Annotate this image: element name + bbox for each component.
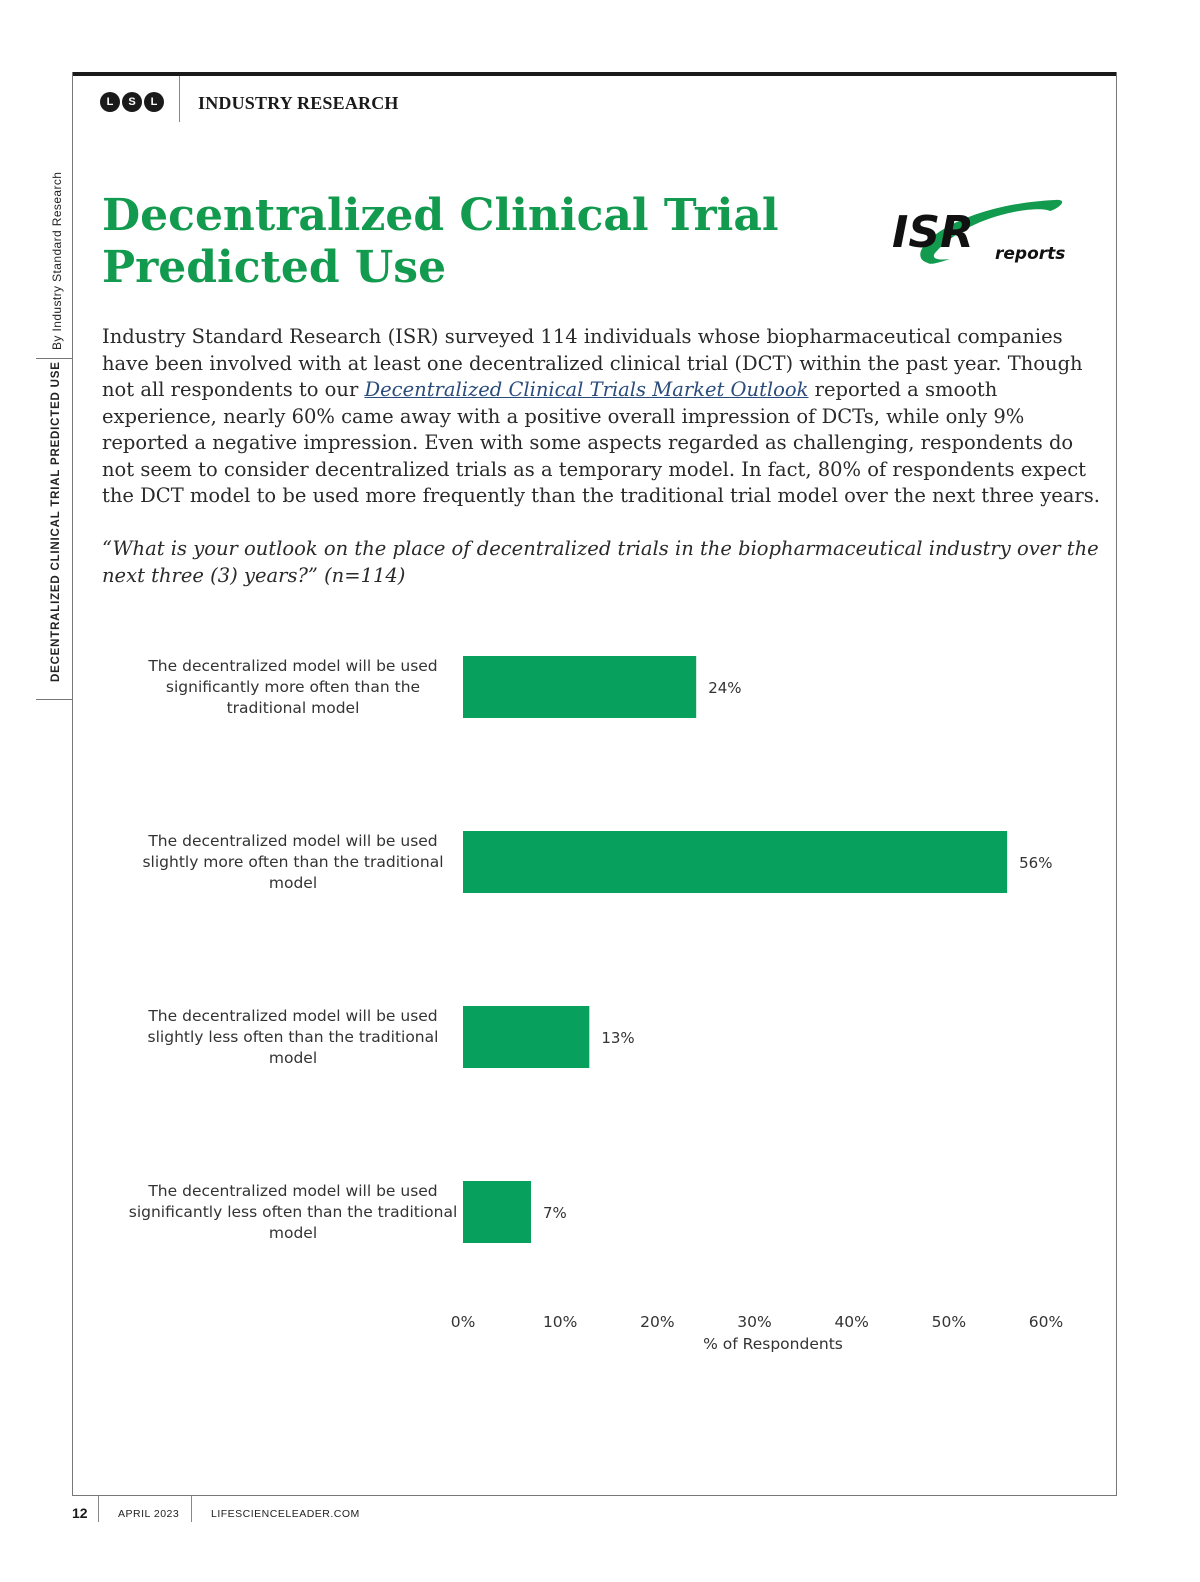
site-url[interactable]: LIFESCIENCELEADER.COM: [211, 1508, 360, 1520]
category-label: [147, 1007, 438, 1067]
bar-value-label: 56%: [1019, 854, 1053, 872]
chart-bar: [463, 656, 696, 718]
category-label-line: slightly more often than the traditional: [142, 853, 444, 871]
x-tick-label: 50%: [931, 1313, 967, 1331]
bar-value-label: 24%: [708, 679, 742, 697]
footer-divider: [191, 1496, 192, 1522]
x-tick-label: 0%: [450, 1313, 476, 1331]
logo-sub-text: reports: [995, 244, 1066, 264]
page-number: 12: [72, 1505, 88, 1521]
brand-letter: S: [122, 92, 142, 112]
category-label-line: slightly less often than the traditional: [147, 1028, 439, 1046]
chart-bar: [463, 1181, 531, 1243]
body-text: reported a smooth experience, nearly 60% came away with a positive overall impression of DCTs, while only 9% reported a negative impression. Even with some aspects regarded as challenging, respondents do not seem to consider decentralized trials as a temporary model. In fact, 80% of respondents expect the DCT model to be used more frequently than the traditional trial model over the next three years.: [102, 378, 1100, 507]
x-tick-label: 30%: [737, 1313, 772, 1331]
footer-divider: [98, 1496, 99, 1522]
x-tick-label: 40%: [834, 1313, 869, 1331]
logo-main-text: ISR: [892, 207, 974, 258]
category-label-line: significantly less often than the traditional: [128, 1203, 458, 1221]
x-tick-label: 20%: [640, 1313, 675, 1331]
category-label-line: traditional model: [226, 699, 360, 717]
title-line: Predicted Use: [102, 242, 447, 293]
sidebar-topic: DECENTRALIZED CLINICAL TRIAL PREDICTED USE: [50, 361, 62, 682]
category-label: [147, 657, 437, 717]
brand-letter: L: [100, 92, 120, 112]
category-label-line: model: [268, 1049, 318, 1067]
section-label: INDUSTRY RESEARCH: [198, 93, 399, 113]
category-label-line: model: [268, 874, 318, 892]
category-label-line: The decentralized model will be used: [148, 1182, 438, 1200]
x-tick-label: 10%: [542, 1313, 578, 1331]
category-label-line: The decentralized model will be used: [148, 657, 438, 675]
category-label-line: model: [268, 1224, 318, 1242]
bar-value-label: 7%: [543, 1204, 567, 1222]
category-label: [129, 1182, 458, 1242]
x-tick-label: 60%: [1028, 1313, 1064, 1331]
chart-bar: [463, 831, 1007, 893]
title-line: Decentralized Clinical Trial: [102, 190, 779, 241]
sidebar-byline: By Industry Standard Research: [50, 171, 64, 350]
survey-question: “What is your outlook on the place of decentralized trials in the biopharmaceutical industry over the next three (3) years?” (n=114): [102, 537, 1099, 587]
x-axis-label: % of Respondents: [703, 1335, 843, 1353]
body-text: Industry Standard Research (ISR) surveyed 114 individuals whose biopharmaceutical companies have been involved with at least one decentralized clinical trial (DCT) within the past year. Though not all respondents to our: [102, 325, 1083, 401]
category-label-line: The decentralized model will be used: [148, 832, 438, 850]
category-label-line: The decentralized model will be used: [148, 1007, 438, 1025]
brand-letter: L: [144, 92, 164, 112]
bar-value-label: 13%: [601, 1029, 635, 1047]
category-label: [142, 832, 443, 892]
category-label-line: significantly more often than the: [165, 678, 421, 696]
report-link[interactable]: Decentralized Clinical Trials Market Outlook: [364, 378, 809, 401]
issue-date: APRIL 2023: [118, 1508, 180, 1520]
chart-bar: [463, 1006, 589, 1068]
